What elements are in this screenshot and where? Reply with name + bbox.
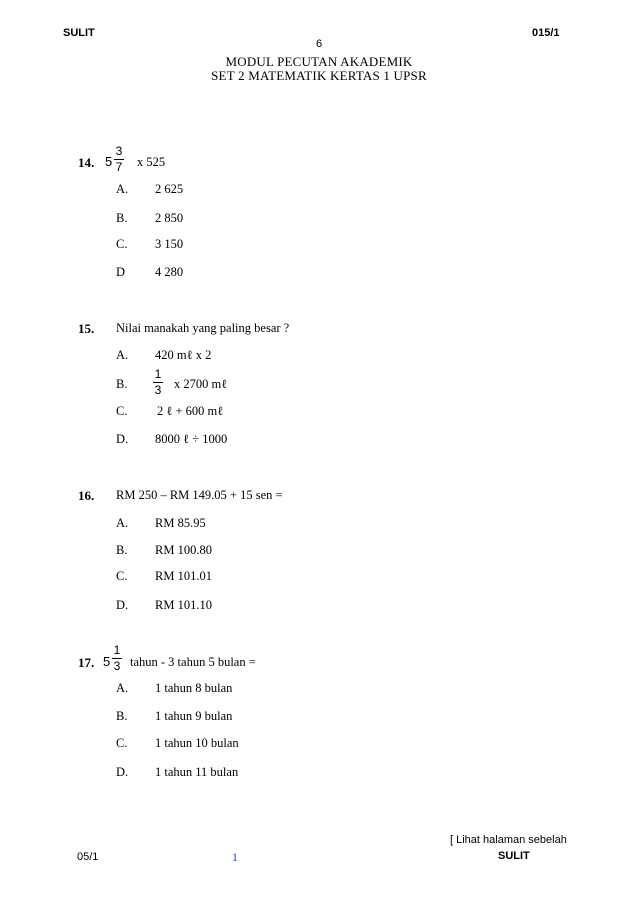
fraction — [112, 644, 122, 673]
option-text: RM 101.10 — [155, 598, 212, 612]
option-letter: B. — [116, 377, 128, 391]
option-text: RM 85.95 — [155, 516, 206, 530]
option-letter: C. — [116, 237, 128, 251]
option-letter: C. — [116, 736, 128, 750]
option-text: x 2700 mℓ — [174, 377, 228, 391]
option-letter: A. — [116, 348, 129, 362]
option-text: 420 mℓ x 2 — [155, 348, 212, 362]
fraction-denominator: 3 — [113, 659, 121, 673]
option-text: 3 150 — [155, 237, 184, 251]
option-text: 1 tahun 8 bulan — [155, 681, 233, 695]
question-number: 16. — [78, 488, 95, 503]
option-letter: C. — [116, 404, 128, 418]
question-number: 15. — [78, 321, 95, 336]
header-page-number: 6 — [316, 38, 323, 50]
footer-page-number: 1 — [232, 850, 238, 864]
option-letter: D — [116, 265, 126, 279]
option-text: 8000 ℓ ÷ 1000 — [155, 432, 228, 446]
option-text: 1 tahun 10 bulan — [155, 736, 239, 750]
fraction-denominator: 3 — [154, 383, 162, 397]
option-letter: B. — [116, 709, 128, 723]
fraction — [153, 368, 163, 397]
option-letter: A. — [116, 681, 129, 695]
option-text: 2 850 — [155, 211, 184, 225]
mixed-number-whole: 5 — [105, 154, 113, 169]
header-code-right: 015/1 — [532, 27, 560, 39]
question-expression: x 525 — [137, 155, 166, 169]
question-number: 14. — [78, 155, 95, 170]
option-text: 4 280 — [155, 265, 184, 279]
fraction-numerator: 1 — [154, 367, 162, 381]
title-line2: SET 2 MATEMATIK KERTAS 1 UPSR — [211, 68, 427, 83]
option-letter: B. — [116, 211, 128, 225]
option-letter: B. — [116, 543, 128, 557]
option-letter: D. — [116, 432, 129, 446]
option-letter: D. — [116, 765, 129, 779]
fraction — [114, 145, 124, 174]
question-number: 17. — [78, 655, 95, 670]
option-letter: C. — [116, 569, 128, 583]
header-sulit-left: SULIT — [63, 27, 95, 39]
fraction-numerator: 1 — [113, 643, 121, 657]
option-text: 2 ℓ + 600 mℓ — [157, 404, 224, 418]
footer-next-page-note: [ Lihat halaman sebelah — [450, 834, 567, 846]
question-text: Nilai manakah yang paling besar ? — [116, 321, 290, 335]
option-text: RM 101.01 — [155, 569, 212, 583]
option-text: 1 tahun 9 bulan — [155, 709, 233, 723]
footer-sulit-right: SULIT — [498, 850, 530, 862]
mixed-number-whole: 5 — [103, 654, 111, 669]
title-line1: MODUL PECUTAN AKADEMIK — [225, 54, 413, 69]
option-text: 1 tahun 11 bulan — [155, 765, 239, 779]
option-letter: D. — [116, 598, 129, 612]
option-letter: A. — [116, 516, 129, 530]
option-letter: A. — [116, 182, 129, 196]
option-text: RM 100.80 — [155, 543, 212, 557]
fraction-numerator: 3 — [115, 144, 123, 158]
option-text: 2 625 — [155, 182, 184, 196]
question-text: RM 250 – RM 149.05 + 15 sen = — [116, 488, 283, 502]
fraction-denominator: 7 — [115, 160, 123, 174]
footer-code-left: 05/1 — [77, 851, 99, 863]
question-expression: tahun - 3 tahun 5 bulan = — [130, 655, 256, 669]
